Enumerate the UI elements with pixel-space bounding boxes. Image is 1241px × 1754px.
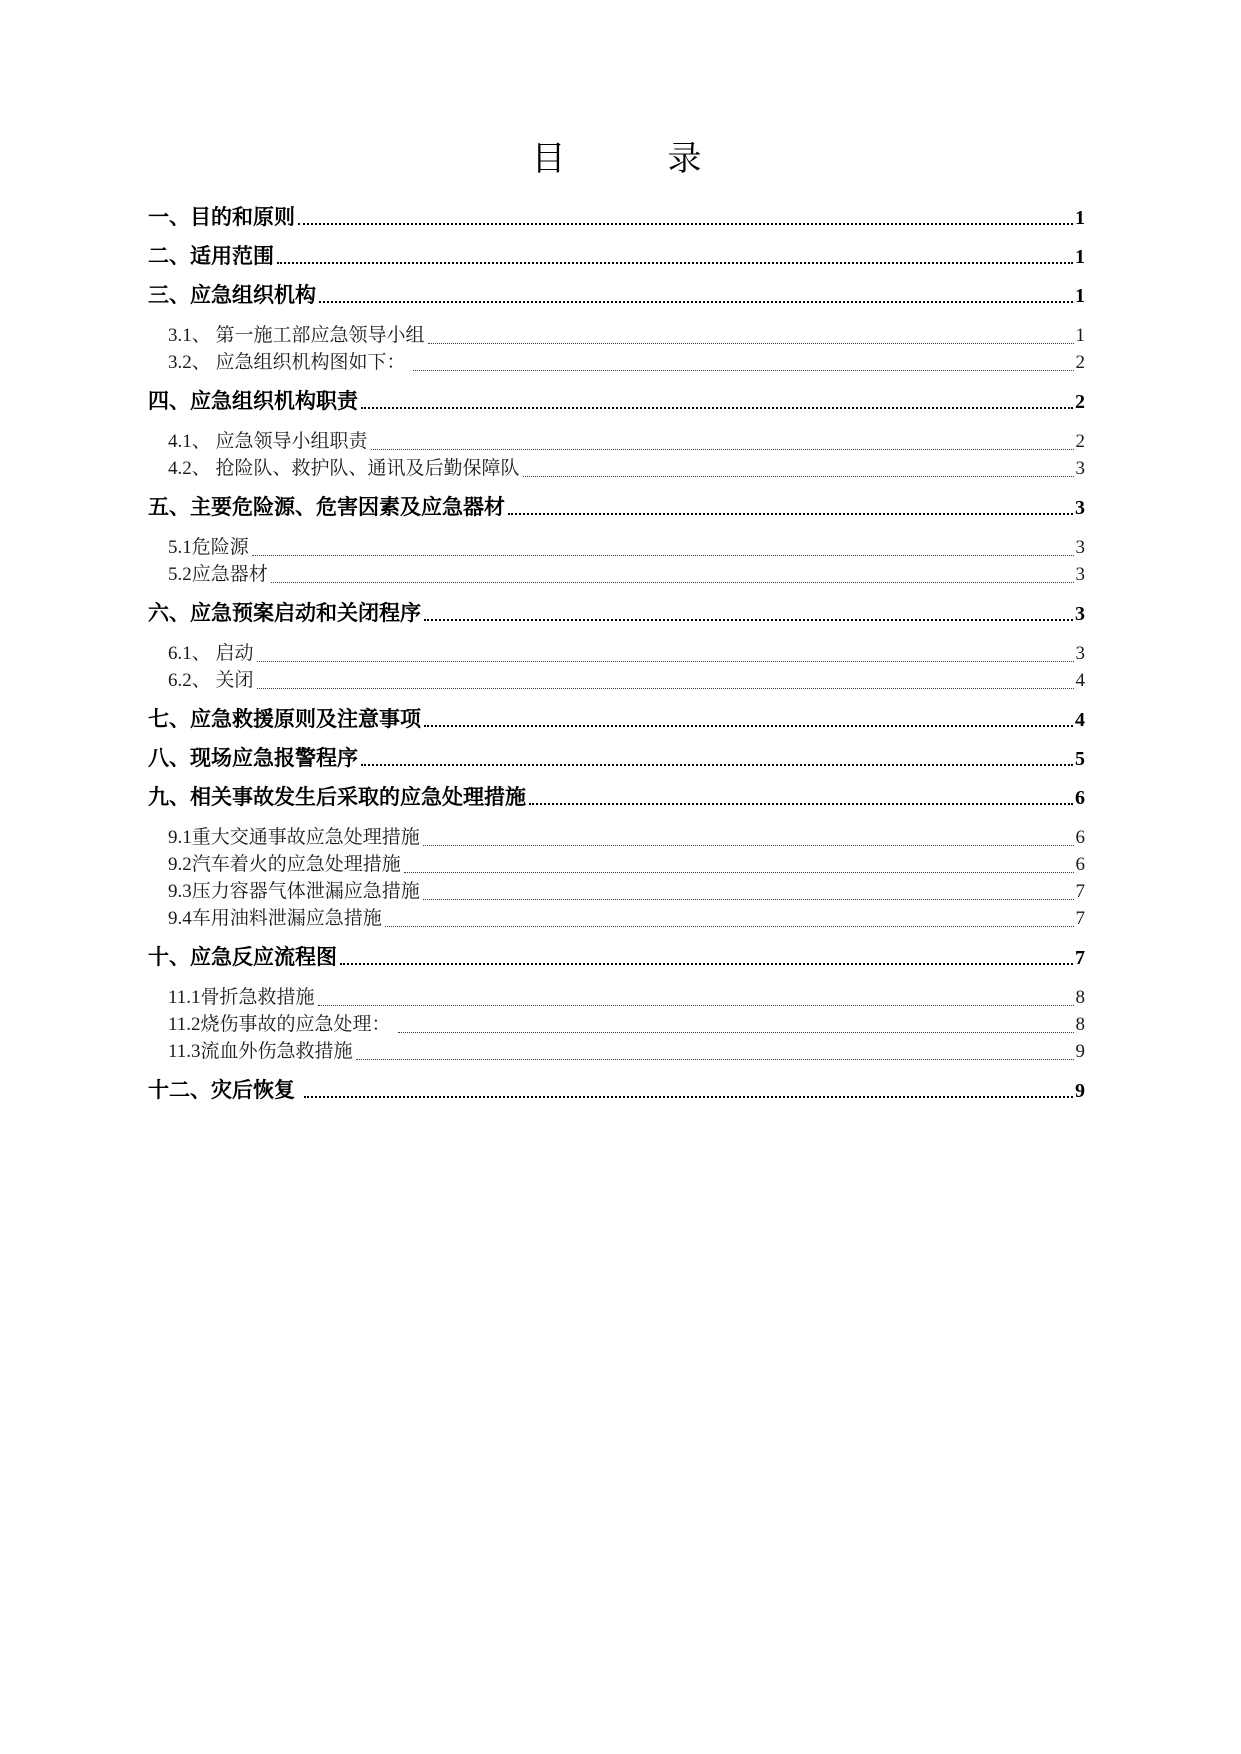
toc-entry[interactable] xyxy=(148,455,1085,482)
dot-leader xyxy=(424,725,1073,727)
dot-leader xyxy=(304,1096,1073,1098)
dot-leader xyxy=(371,449,1074,450)
toc-entry[interactable] xyxy=(148,1038,1085,1065)
dot-leader xyxy=(529,803,1073,805)
toc-page-number: 2 xyxy=(1075,431,1085,452)
toc-entry-label: 三、应急组织机构 xyxy=(148,284,316,307)
toc-page-number: 5 xyxy=(1075,748,1085,770)
toc-page-number: 6 xyxy=(1075,787,1085,809)
toc-entry[interactable] xyxy=(148,561,1085,588)
toc-entry[interactable] xyxy=(148,601,1085,627)
toc-entry[interactable] xyxy=(148,878,1085,905)
toc-entry-label: 6.2、 关闭 xyxy=(168,670,254,691)
dot-leader xyxy=(361,764,1073,766)
toc-entry[interactable] xyxy=(148,389,1085,415)
toc-page-number: 8 xyxy=(1075,987,1085,1008)
dot-leader xyxy=(423,899,1074,900)
toc-entry[interactable] xyxy=(148,746,1085,772)
toc-page-number: 4 xyxy=(1075,670,1085,691)
dot-leader xyxy=(252,555,1074,556)
toc-entry-label: 9.2汽车着火的应急处理措施 xyxy=(168,854,401,875)
dot-leader xyxy=(340,963,1073,965)
dot-leader xyxy=(508,513,1073,515)
dot-leader xyxy=(318,1005,1074,1006)
toc-page-number: 1 xyxy=(1075,285,1085,307)
toc-entry-label: 一、目的和原则 xyxy=(148,206,295,229)
toc-page-number: 9 xyxy=(1075,1080,1085,1102)
toc-page-number: 3 xyxy=(1075,603,1085,625)
toc-page-number: 3 xyxy=(1075,537,1085,558)
toc-entry[interactable] xyxy=(148,640,1085,667)
toc-entry-label: 11.1骨折急救措施 xyxy=(168,987,315,1008)
toc-page-number: 6 xyxy=(1075,854,1085,875)
toc-entry-label: 9.4车用油料泄漏应急措施 xyxy=(168,908,382,929)
dot-leader xyxy=(277,262,1073,264)
toc-entry[interactable] xyxy=(148,283,1085,309)
toc-entry[interactable] xyxy=(148,244,1085,270)
toc-page-number: 1 xyxy=(1075,325,1085,346)
toc-entry-label: 四、应急组织机构职责 xyxy=(148,390,358,413)
toc-page-number: 6 xyxy=(1075,827,1085,848)
dot-leader xyxy=(424,619,1073,621)
toc-page-number: 3 xyxy=(1075,564,1085,585)
dot-leader xyxy=(298,223,1073,225)
toc-page-number: 7 xyxy=(1075,881,1085,902)
toc-entry[interactable] xyxy=(148,984,1085,1011)
toc-page-number: 3 xyxy=(1075,458,1085,479)
dot-leader xyxy=(523,476,1074,477)
dot-leader xyxy=(319,301,1073,303)
toc-entry-label: 七、应急救援原则及注意事项 xyxy=(148,708,421,731)
toc-entry-label: 十、应急反应流程图 xyxy=(148,946,337,969)
dot-leader xyxy=(404,872,1074,873)
toc-page-number: 3 xyxy=(1075,497,1085,519)
toc-entry-label: 八、现场应急报警程序 xyxy=(148,747,358,770)
dot-leader xyxy=(356,1059,1074,1060)
toc-entry[interactable] xyxy=(148,428,1085,455)
dot-leader xyxy=(257,688,1074,689)
toc-page-number: 2 xyxy=(1075,352,1085,373)
toc-entry[interactable] xyxy=(148,905,1085,932)
toc-page-number: 1 xyxy=(1075,207,1085,229)
toc-entry-label: 4.2、 抢险队、救护队、通讯及后勤保障队 xyxy=(168,458,520,479)
toc-entry[interactable] xyxy=(148,534,1085,561)
toc-page-number: 7 xyxy=(1075,908,1085,929)
toc-entry-label: 六、应急预案启动和关闭程序 xyxy=(148,602,421,625)
toc-entry[interactable] xyxy=(148,851,1085,878)
toc-entry[interactable] xyxy=(148,495,1085,521)
toc-entry[interactable] xyxy=(148,1078,1085,1104)
toc-entry-label: 9.1重大交通事故应急处理措施 xyxy=(168,827,420,848)
dot-leader xyxy=(398,1032,1073,1033)
toc-entry-label: 九、相关事故发生后采取的应急处理措施 xyxy=(148,786,526,809)
toc-entry-label: 五、主要危险源、危害因素及应急器材 xyxy=(148,496,505,519)
toc-entry[interactable] xyxy=(148,707,1085,733)
page-title: 目 录 xyxy=(531,141,702,178)
toc-page-number: 4 xyxy=(1075,709,1085,731)
toc-entry-label: 3.1、 第一施工部应急领导小组 xyxy=(168,325,425,346)
dot-leader xyxy=(423,845,1074,846)
toc-entry-label: 4.1、 应急领导小组职责 xyxy=(168,431,368,452)
dot-leader xyxy=(428,343,1074,344)
toc-entry-label: 6.1、 启动 xyxy=(168,643,254,664)
toc-entry[interactable] xyxy=(148,322,1085,349)
dot-leader xyxy=(413,370,1073,371)
toc-entry-label: 11.2烧伤事故的应急处理： xyxy=(168,1014,396,1035)
toc-entry[interactable] xyxy=(148,785,1085,811)
table-of-contents xyxy=(148,205,1085,1104)
toc-page-number: 8 xyxy=(1075,1014,1085,1035)
toc-page-number: 9 xyxy=(1075,1041,1085,1062)
dot-leader xyxy=(361,407,1073,409)
toc-entry[interactable] xyxy=(148,1011,1085,1038)
toc-entry-label: 二、适用范围 xyxy=(148,245,274,268)
toc-entry-label: 9.3压力容器气体泄漏应急措施 xyxy=(168,881,420,902)
dot-leader xyxy=(271,582,1074,583)
toc-entry-label: 十二、灾后恢复 xyxy=(148,1079,301,1102)
toc-entry[interactable] xyxy=(148,824,1085,851)
dot-leader xyxy=(257,661,1074,662)
toc-entry[interactable] xyxy=(148,205,1085,231)
toc-page-number: 2 xyxy=(1075,391,1085,413)
toc-page-number: 7 xyxy=(1075,947,1085,969)
toc-page-number: 1 xyxy=(1075,246,1085,268)
toc-entry[interactable] xyxy=(148,945,1085,971)
dot-leader xyxy=(385,926,1074,927)
toc-page-number: 3 xyxy=(1075,643,1085,664)
toc-entry-label: 5.2应急器材 xyxy=(168,564,268,585)
toc-entry-label: 5.1危险源 xyxy=(168,537,249,558)
toc-entry-label: 3.2、 应急组织机构图如下： xyxy=(168,352,411,373)
toc-entry[interactable] xyxy=(148,349,1085,376)
toc-entry[interactable] xyxy=(148,667,1085,694)
toc-entry-label: 11.3流血外伤急救措施 xyxy=(168,1041,353,1062)
